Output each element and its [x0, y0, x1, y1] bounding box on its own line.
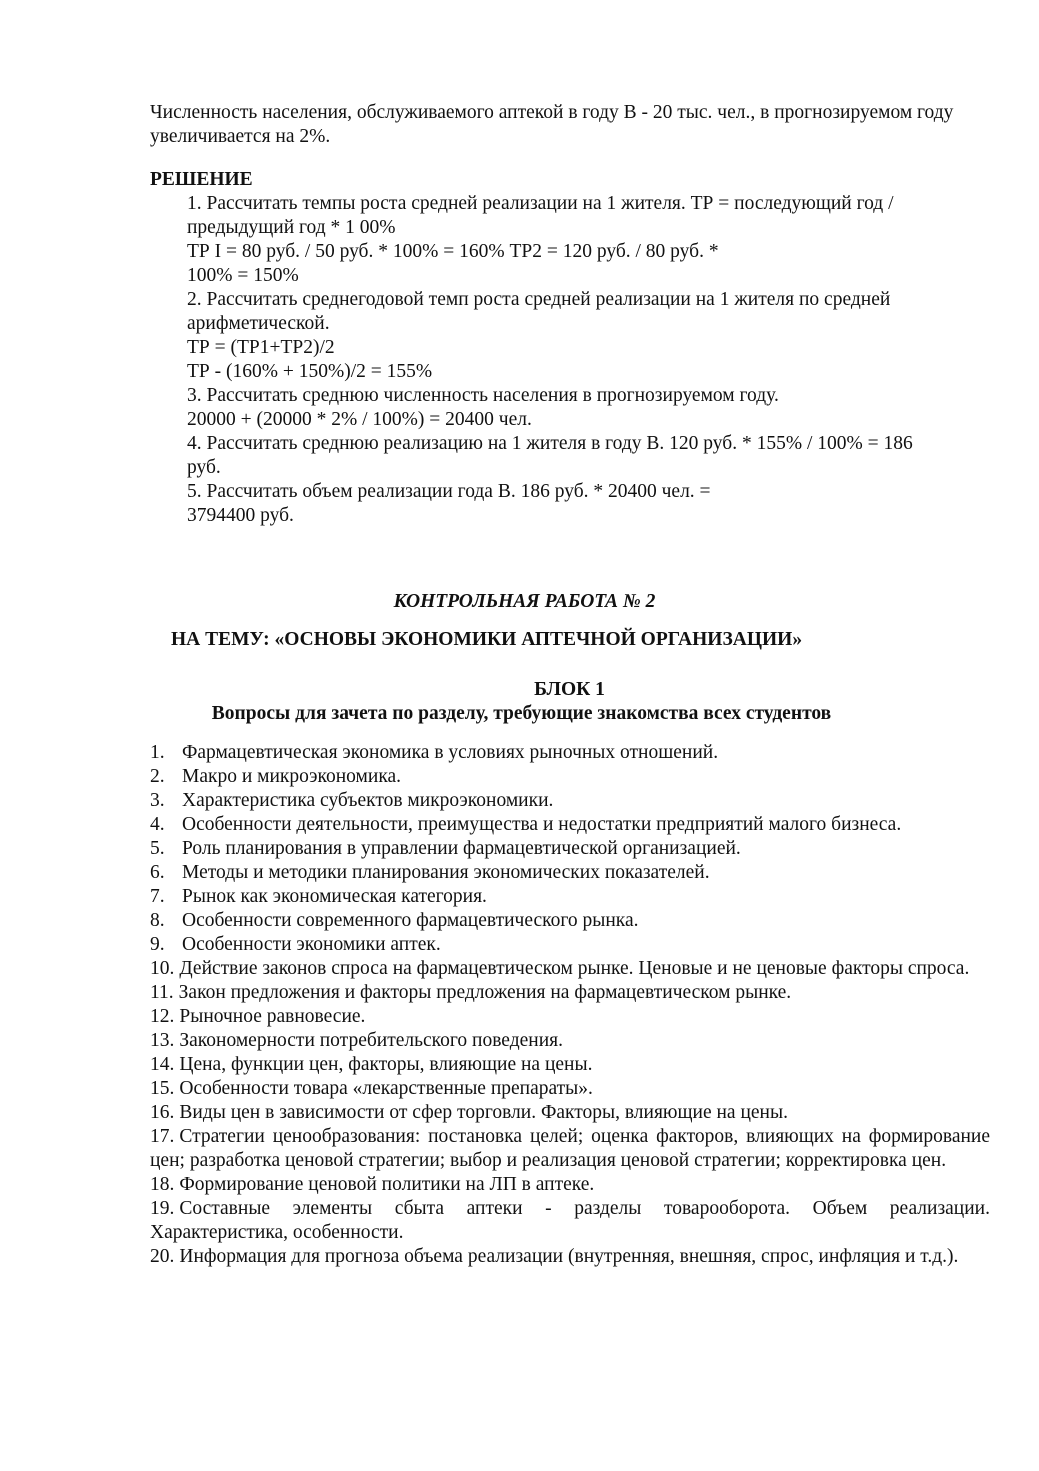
item-text: Виды цен в зависимости от сфер торговли. Факторы, влияющие на цены.: [179, 1102, 788, 1123]
intro-paragraph: Численность населения, обслуживаемого аптекой в году В - 20 тыс. чел., в прогнозируемом году увеличивается на 2%.: [150, 102, 954, 147]
list-item: [150, 837, 990, 861]
theme-title: НА ТЕМУ: «ОСНОВЫ ЭКОНОМИКИ АПТЕЧНОЙ ОРГАНИЗАЦИИ»: [171, 629, 803, 650]
solution-line: 3794400 руб.: [187, 505, 294, 526]
solution-line: 2. Рассчитать среднегодовой темп роста средней реализации на 1 жителя по средней: [187, 289, 891, 310]
item-number: 11.: [150, 982, 174, 1003]
solution-line: 20000 + (20000 * 2% / 100%) = 20400 чел.: [187, 409, 532, 430]
list-item: [150, 1125, 990, 1173]
item-number: 19.: [150, 1198, 175, 1219]
list-item: [150, 1077, 990, 1101]
item-text: Составные элементы сбыта аптеки - разделы товарооборота. Объем реализации. Характеристика, особенности.: [150, 1198, 990, 1243]
solution-line: 1. Рассчитать темпы роста средней реализации на 1 жителя. ТР = последующий год /: [187, 193, 894, 214]
list-item: [150, 1053, 990, 1077]
list-item: [150, 1245, 990, 1269]
list-item: [150, 789, 990, 813]
block-title: БЛОК 1: [534, 679, 605, 700]
solution-line: ТР I = 80 руб. / 50 руб. * 100% = 160% ТР2 = 120 руб. / 80 руб. *: [187, 241, 719, 262]
item-number: 2.: [150, 766, 165, 787]
list-item: [150, 861, 990, 885]
item-text: Особенности деятельности, преимущества и недостатки предприятий малого бизнеса.: [182, 814, 902, 835]
solution-line: 3. Рассчитать среднюю численность населения в прогнозируемом году.: [187, 385, 779, 406]
item-number: 13.: [150, 1030, 175, 1051]
item-number: 9.: [150, 934, 165, 955]
item-text: Закономерности потребительского поведения.: [179, 1030, 563, 1051]
item-number: 16.: [150, 1102, 175, 1123]
block-subtitle: Вопросы для зачета по разделу, требующие знакомства всех студентов: [211, 703, 832, 724]
item-text: Рынок как экономическая категория.: [182, 886, 487, 907]
solution-line: 4. Рассчитать среднюю реализацию на 1 жителя в году В. 120 руб. * 155% / 100% = 186: [187, 433, 913, 454]
solution-line: 100% = 150%: [187, 265, 299, 286]
list-item: [150, 1101, 990, 1125]
item-number: 12.: [150, 1006, 175, 1027]
item-text: Макро и микроэкономика.: [182, 766, 402, 787]
item-text: Действие законов спроса на фармацевтическом рынке. Ценовые и не ценовые факторы спроса.: [179, 958, 970, 979]
solution-line: предыдущий год * 1 00%: [187, 217, 396, 238]
item-number: 4.: [150, 814, 165, 835]
list-item: [150, 813, 990, 837]
list-item: [150, 1005, 990, 1029]
list-item: [150, 885, 990, 909]
list-item: [150, 981, 990, 1005]
list-item: [150, 741, 990, 765]
solution-line: ТР = (ТР1+ТР2)/2: [187, 337, 335, 358]
solution-block: [187, 192, 987, 528]
list-item: [150, 1173, 990, 1197]
list-item: [150, 1197, 990, 1245]
item-text: Цена, функции цен, факторы, влияющие на цены.: [179, 1054, 593, 1075]
item-number: 6.: [150, 862, 165, 883]
item-text: Методы и методики планирования экономических показателей.: [182, 862, 710, 883]
item-number: 1.: [150, 742, 165, 763]
solution-line: 5. Рассчитать объем реализации года В. 186 руб. * 20400 чел. =: [187, 481, 711, 502]
item-text: Особенности экономики аптек.: [182, 934, 441, 955]
solution-heading: РЕШЕНИЕ: [150, 169, 253, 190]
item-text: Особенности современного фармацевтического рынка.: [182, 910, 639, 931]
list-item: [150, 909, 990, 933]
list-item: [150, 957, 990, 981]
solution-line: ТР - (160% + 150%)/2 = 155%: [187, 361, 433, 382]
item-text: Рыночное равновесие.: [179, 1006, 366, 1027]
list-item: [150, 933, 990, 957]
item-number: 3.: [150, 790, 165, 811]
item-text: Формирование ценовой политики на ЛП в аптеке.: [179, 1174, 595, 1195]
control-work-title: КОНТРОЛЬНАЯ РАБОТА № 2: [393, 591, 656, 612]
item-number: 10.: [150, 958, 175, 979]
item-number: 8.: [150, 910, 165, 931]
item-number: 14.: [150, 1054, 175, 1075]
item-text: Информация для прогноза объема реализации (внутренняя, внешняя, спрос, инфляция и т.д.).: [179, 1246, 959, 1267]
solution-line: арифметической.: [187, 313, 330, 334]
item-number: 5.: [150, 838, 165, 859]
item-text: Характеристика субъектов микроэкономики.: [182, 790, 554, 811]
solution-line: руб.: [187, 457, 221, 478]
item-number: 7.: [150, 886, 165, 907]
item-number: 20.: [150, 1246, 175, 1267]
list-item: [150, 765, 990, 789]
item-text: Закон предложения и факторы предложения на фармацевтическом рынке.: [178, 982, 792, 1003]
item-text: Стратегии ценообразования: постановка целей; оценка факторов, влияющих на формирование цен; разработка ценовой стратегии; выбор и реализация ценовой стратегии; корректировка цен.: [150, 1126, 990, 1171]
questions-list: [150, 741, 990, 1269]
list-item: [150, 1029, 990, 1053]
item-text: Фармацевтическая экономика в условиях рыночных отношений.: [182, 742, 719, 763]
item-text: Роль планирования в управлении фармацевтической организацией.: [182, 838, 741, 859]
item-number: 18.: [150, 1174, 175, 1195]
item-text: Особенности товара «лекарственные препараты».: [179, 1078, 593, 1099]
item-number: 15.: [150, 1078, 175, 1099]
item-number: 17.: [150, 1126, 175, 1147]
